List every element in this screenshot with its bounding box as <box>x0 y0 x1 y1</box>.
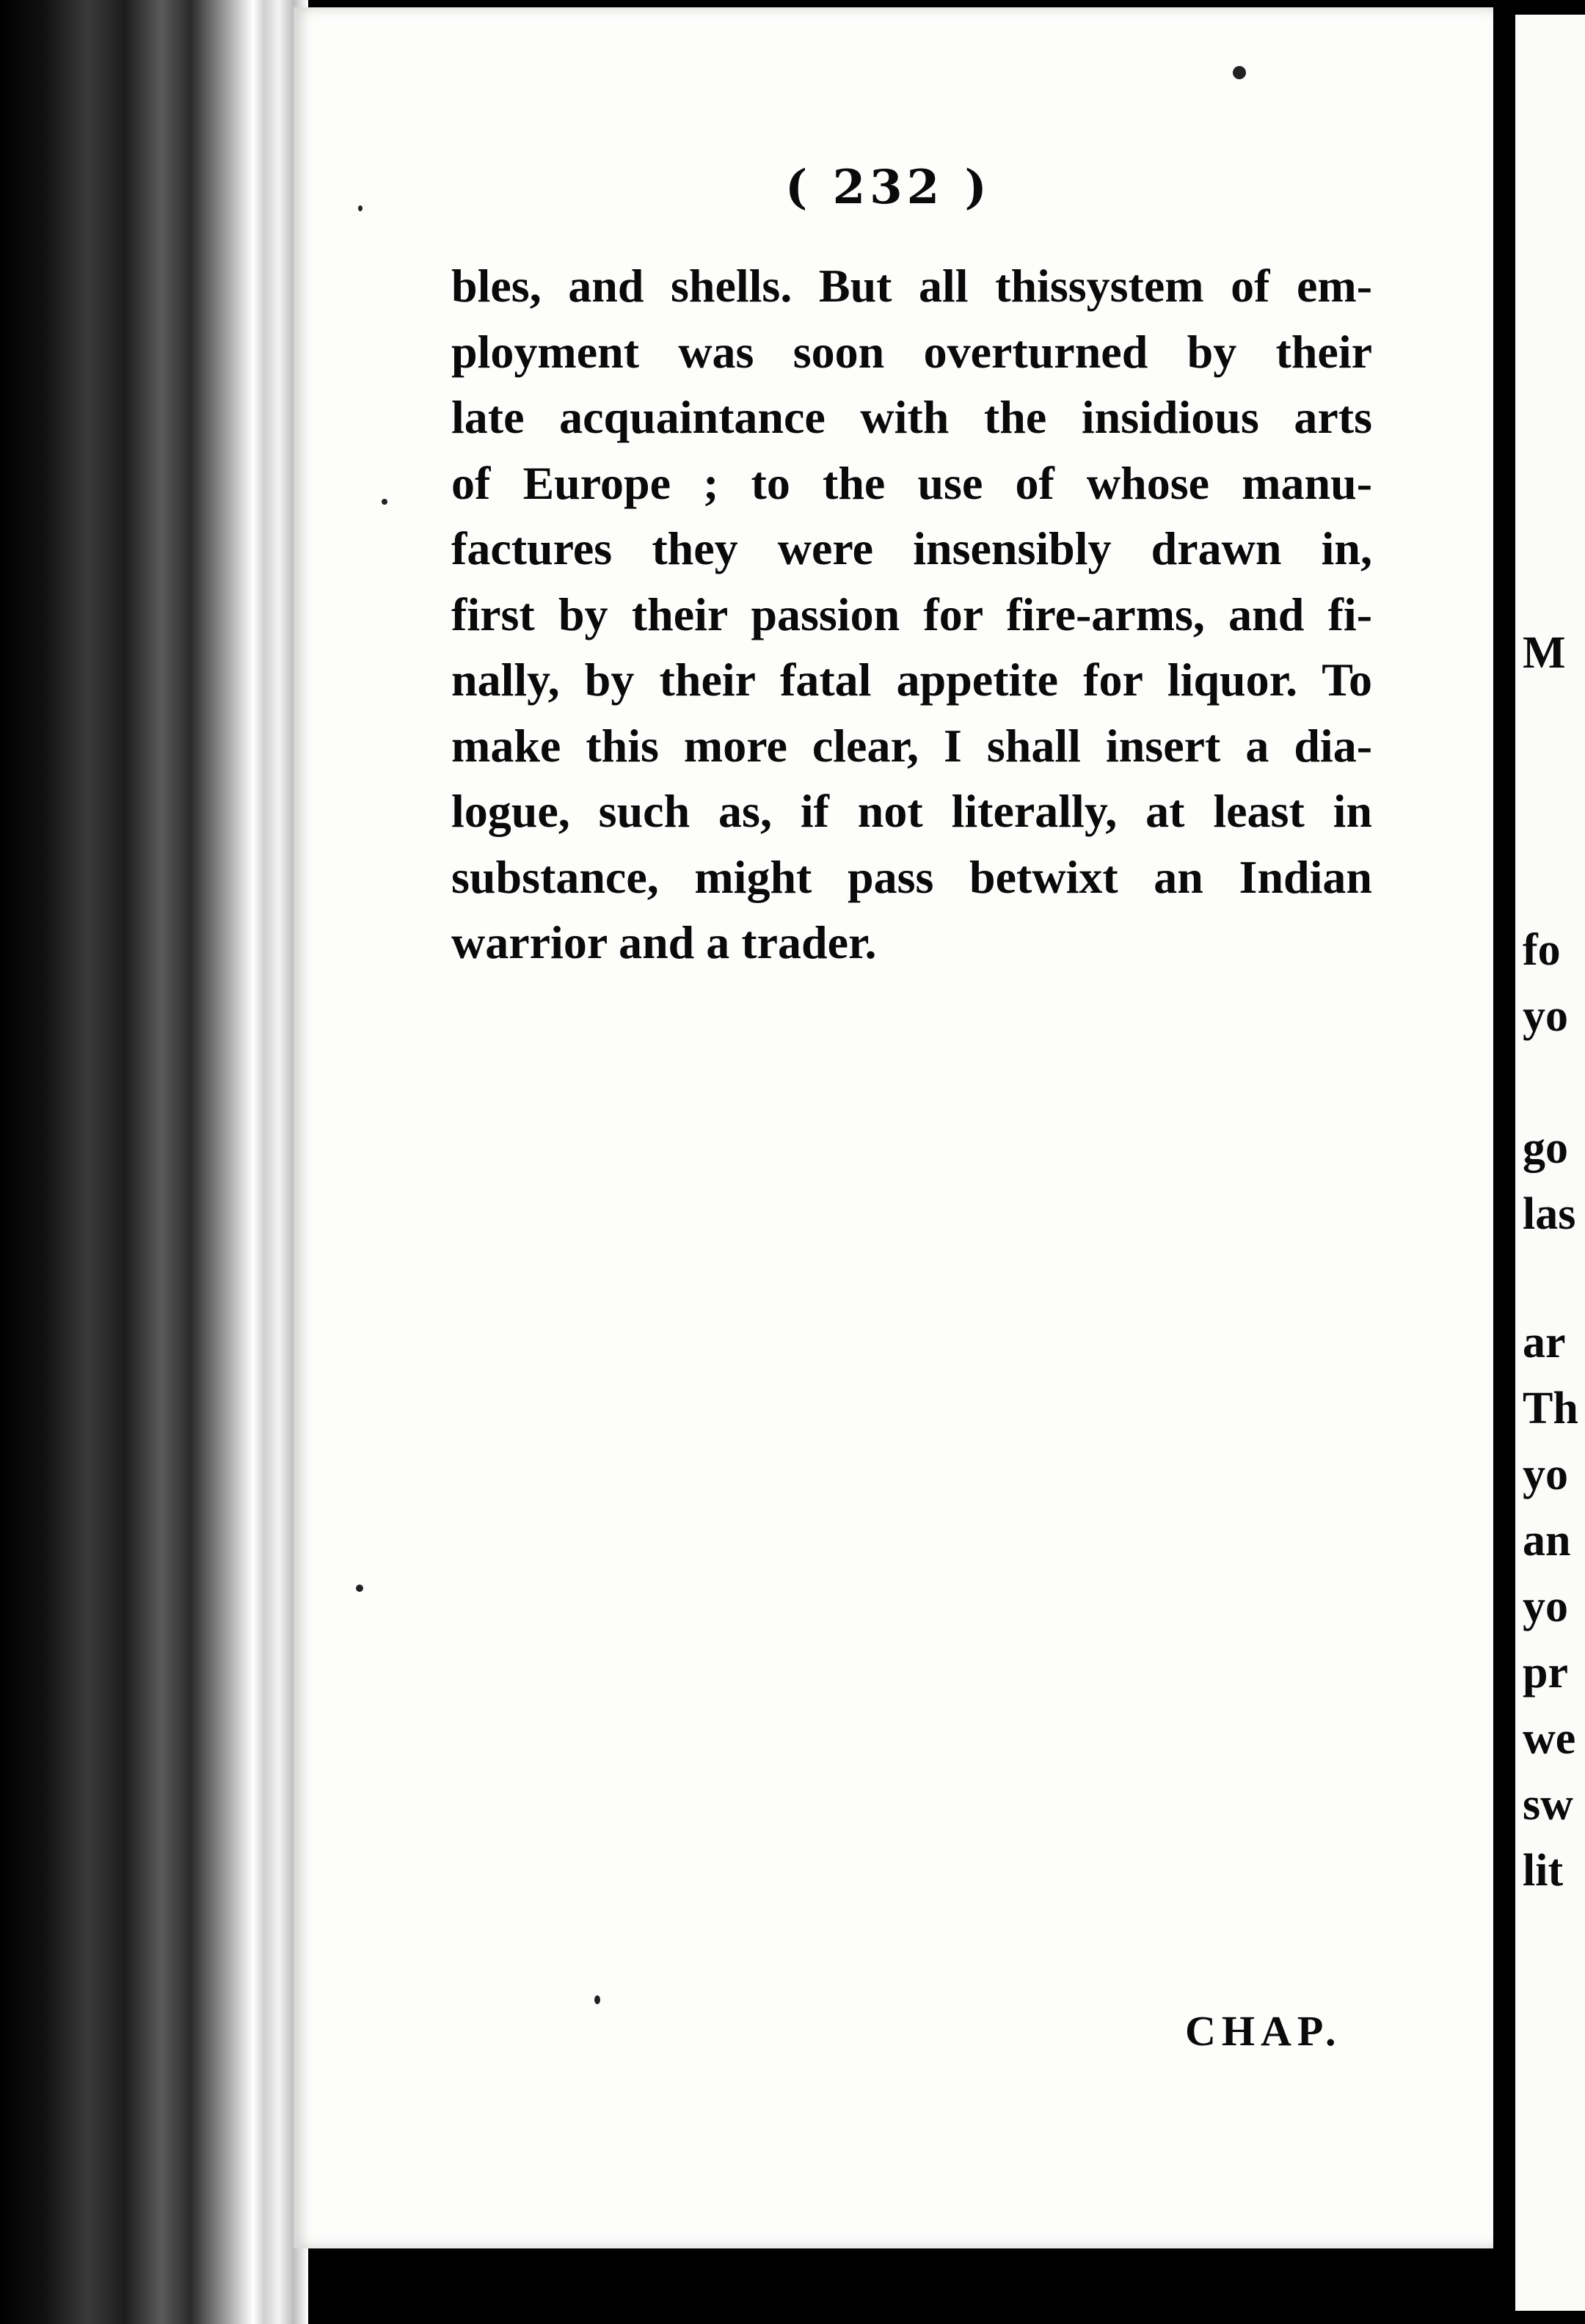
facing-page-text: lit <box>1523 1846 1564 1896</box>
text-line: logue, such as, if not literally, at least in <box>451 785 1372 837</box>
facing-page-text: we <box>1523 1714 1576 1764</box>
facing-page-text: go <box>1523 1123 1568 1173</box>
body-text <box>451 253 1372 976</box>
text-line: first by their passion for fire-arms, and fi- <box>451 588 1372 640</box>
catchword: CHAP. <box>1185 2007 1342 2055</box>
text-line: factures they were insensibly drawn in, <box>451 522 1372 574</box>
facing-page-text: pr <box>1523 1648 1568 1698</box>
facing-page-text: fo <box>1523 925 1561 975</box>
text-line: nally, by their fatal appetite for liquor. To <box>451 654 1372 706</box>
ink-speck <box>356 1585 363 1592</box>
text-line: warrior and a trader. <box>451 916 877 968</box>
facing-page-text: sw <box>1523 1780 1573 1830</box>
text-line: make this more clear, I shall insert a dia- <box>451 719 1372 772</box>
facing-page-fragment <box>1515 15 1585 2311</box>
text-line: bles, and shells. But all thissystem of em- <box>451 260 1372 312</box>
facing-page-text: Th <box>1523 1384 1578 1433</box>
facing-page-text: yo <box>1523 1582 1568 1631</box>
ink-speck <box>1233 66 1246 79</box>
text-line: late acquaintance with the insidious arts <box>451 391 1372 443</box>
text-line: substance, might pass betwixt an Indian <box>451 850 1372 903</box>
ink-speck <box>382 499 387 505</box>
page-number: ( 232 ) <box>785 160 991 215</box>
ink-speck <box>594 1995 600 2004</box>
facing-page-text: yo <box>1523 991 1568 1041</box>
gutter <box>1493 0 1515 2324</box>
book-page-edges <box>0 0 308 2324</box>
facing-page-text: las <box>1523 1189 1576 1239</box>
facing-page-text: yo <box>1523 1450 1568 1499</box>
text-line: ployment was soon overturned by their <box>451 325 1372 378</box>
text-line: of Europe ; to the use of whose manu- <box>451 456 1372 509</box>
facing-page-text: an <box>1523 1516 1571 1565</box>
facing-page-text: M <box>1523 628 1566 678</box>
facing-page-text: ar <box>1523 1318 1566 1367</box>
ink-speck <box>358 205 362 211</box>
